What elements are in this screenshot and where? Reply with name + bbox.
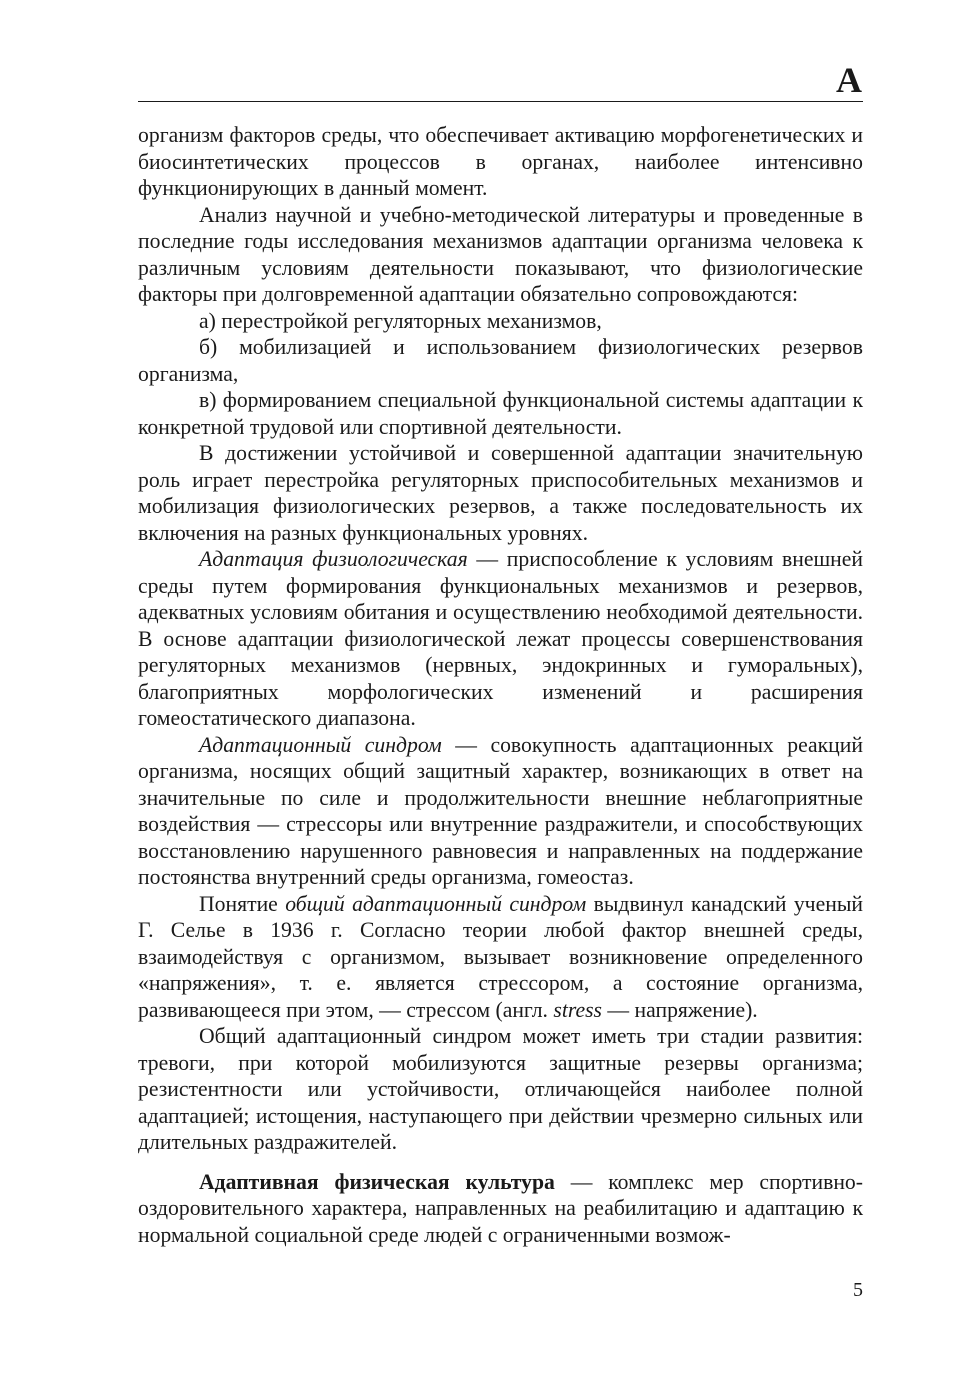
section-letter: А [836,60,862,100]
list-item-b: б) мобилизацией и использованием физиологических резервов организма, [138,335,863,386]
list-item-a: а) перестройкой регуляторных механизмов, [199,308,602,333]
foreign-word-stress: stress [553,997,602,1022]
page-number: 5 [853,1279,863,1301]
term-adaptive-physical-culture: Адаптивная физическая культура [199,1169,555,1194]
entry-adaptive-physical-culture [138,1169,863,1249]
paragraph-continuation: организм факторов среды, что обеспечивает активацию морфогенетических и биосинтетических процессов в органах, наиболее интенсивно функционирующих в данный момент. [138,123,863,200]
paragraph-selye: Понятие общий адаптационный синдром выдвинул канадский ученый Г. Селье в 1936 г. Согласно теории любой фактор внешней среды, взаимодействуя с организмом, вызывает возникновение определенного «напряжения», т. е. является стрессором, а состояние организма, развивающееся при этом, — стрессом (англ. stress — напряжение). [138,891,863,1022]
definition-physiological-adaptation: — приспособление к условиям внешней среды путем формирования функциональных механизмов и резервов, адекватных условиям обитания и осуществлению необходимой деятельности. В основе адаптации физиологической лежат процессы совершенствования регуляторных механизмов (нервных, эндокринных и гуморальных), благоприятных морфологических изменений и расширения гомеостатического диапазона. [138,547,863,730]
term-general-adaptation-syndrome: общий адаптационный синдром [285,891,587,916]
paragraph-analysis: Анализ научной и учебно-методической литературы и проведенные в последние годы исследования механизмов адаптации организма человека к различным условиям деятельности показывают, что физиологические факторы при долговременной адаптации обязательно сопровождаются: [138,202,863,306]
entry-adaptation-syndrome [138,732,863,891]
paragraph-syndrome-stages: Общий адаптационный синдром может иметь три стадии развития: тревоги, при которой мобилизуются защитные резервы организма; резистентности или устойчивости, отличающейся наиболее полной адаптацией; истощения, наступающего при действии чрезмерно сильных или длительных раздражителей. [138,1024,863,1154]
paragraph-adaptation-achievement: В достижении устойчивой и совершенной адаптации значительную роль играет перестройка регуляторных приспособительных механизмов и мобилизация физиологических резервов, а также последовательность их включения на разных функциональных уровнях. [138,441,863,545]
definition-adaptive-physical-culture: — комплекс мер спортивно-оздоровительного характера, направленных на реабилитацию и адаптацию к нормальной социальной среде людей с ограниченными возмож- [138,1169,863,1247]
body-text [138,122,863,1248]
entry-physiological-adaptation [138,546,863,732]
list-item-c: в) формированием специальной функциональной системы адаптации к конкретной трудовой или спортивной деятельности. [138,388,863,439]
definition-adaptation-syndrome: — совокупность адаптационных реакций организма, носящих общий защитный характер, возникающих в ответ на значительные по силе и продолжительности внешние неблагоприятные воздействия — стрессоры или внутренние раздражители, и способствующих восстановлению нарушенного равновесия и направленных на поддержание постоянства внутренний среды организма, гомеостаз. [138,732,863,889]
header-rule [138,101,863,102]
term-adaptation-syndrome: Адаптационный синдром [199,732,442,757]
term-physiological-adaptation: Адаптация физиологическая [199,547,468,571]
